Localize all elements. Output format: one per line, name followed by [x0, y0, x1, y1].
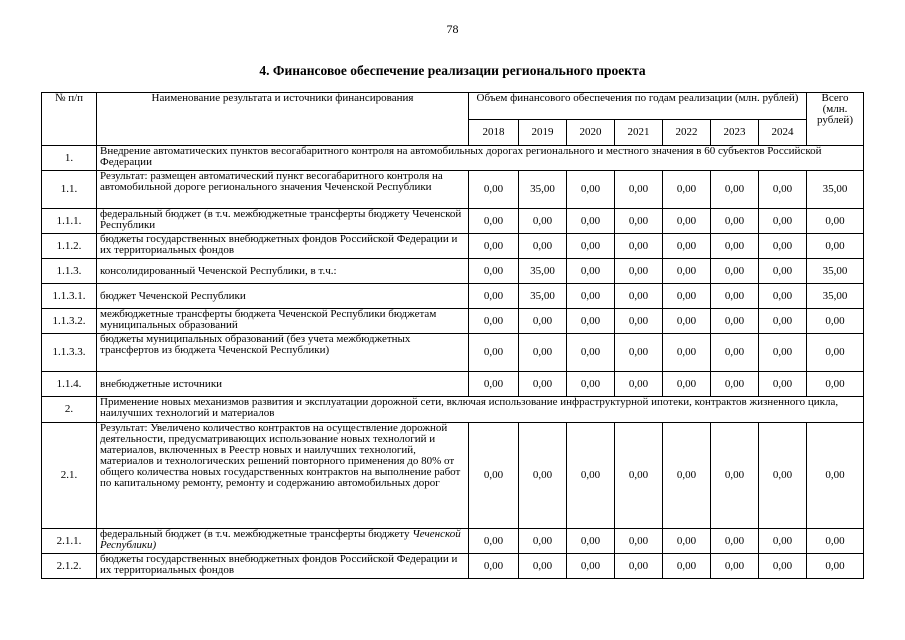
row-name: бюджет Чеченской Республики	[97, 284, 469, 309]
page-number: 78	[446, 22, 459, 36]
cell-value: 0,00	[759, 171, 807, 209]
cell-value: 0,00	[663, 334, 711, 372]
cell-value: 0,00	[711, 334, 759, 372]
row-name-text: федеральный бюджет (в т.ч. межбюджетные трансферты бюджету	[100, 528, 413, 540]
table-row	[42, 284, 864, 309]
cell-value: 0,00	[663, 209, 711, 234]
row-name: бюджеты муниципальных образований (без учета межбюджетных трансфертов из бюджета Чеченской Республики)	[97, 334, 469, 372]
cell-value: 0,00	[615, 259, 663, 284]
cell-value: 0,00	[469, 309, 519, 334]
row-num: 1.1.1.	[42, 209, 97, 234]
row-name: федеральный бюджет (в т.ч. межбюджетные трансферты бюджету Чеченской Республики	[97, 209, 469, 234]
row-name: Внедрение автоматических пунктов весогабаритного контроля на автомобильных дорогах регионального и местного значения в 60 субъектов Российской Федерации	[97, 146, 864, 171]
cell-value: 0,00	[469, 284, 519, 309]
header-total: Всего (млн. рублей)	[807, 93, 864, 146]
cell-value: 0,00	[567, 259, 615, 284]
table-row	[42, 334, 864, 372]
row-name	[97, 529, 469, 554]
cell-value: 0,00	[567, 209, 615, 234]
row-num: 1.	[42, 146, 97, 171]
header-year: 2019	[519, 120, 567, 146]
cell-total: 0,00	[807, 209, 864, 234]
table-row	[42, 554, 864, 579]
cell-value: 0,00	[469, 372, 519, 397]
row-num: 2.1.1.	[42, 529, 97, 554]
row-num: 2.1.2.	[42, 554, 97, 579]
cell-value: 0,00	[711, 372, 759, 397]
cell-value: 0,00	[519, 209, 567, 234]
financing-table	[41, 92, 864, 579]
header-name: Наименование результата и источники финансирования	[97, 93, 469, 146]
cell-value: 0,00	[759, 234, 807, 259]
table-row	[42, 309, 864, 334]
row-name: межбюджетные трансферты бюджета Чеченской Республики бюджетам муниципальных образований	[97, 309, 469, 334]
cell-value: 0,00	[663, 309, 711, 334]
cell-value: 0,00	[711, 259, 759, 284]
cell-value: 0,00	[615, 171, 663, 209]
cell-total: 0,00	[807, 423, 864, 529]
header-year: 2023	[711, 120, 759, 146]
cell-value: 35,00	[519, 259, 567, 284]
cell-value: 0,00	[711, 423, 759, 529]
cell-value: 0,00	[663, 284, 711, 309]
cell-value: 0,00	[759, 334, 807, 372]
cell-value: 0,00	[615, 372, 663, 397]
row-name: бюджеты государственных внебюджетных фондов Российской Федерации и их территориальных фондов	[97, 554, 469, 579]
cell-value: 0,00	[759, 309, 807, 334]
cell-total: 0,00	[807, 529, 864, 554]
table-row	[42, 529, 864, 554]
row-num: 1.1.3.3.	[42, 334, 97, 372]
cell-value: 0,00	[567, 529, 615, 554]
cell-value: 0,00	[711, 234, 759, 259]
cell-value: 0,00	[759, 259, 807, 284]
cell-value: 0,00	[469, 529, 519, 554]
row-num: 1.1.2.	[42, 234, 97, 259]
cell-value: 0,00	[711, 529, 759, 554]
cell-total: 35,00	[807, 259, 864, 284]
table-row	[42, 171, 864, 209]
table-row	[42, 423, 864, 529]
cell-value: 0,00	[567, 309, 615, 334]
cell-value: 0,00	[519, 309, 567, 334]
cell-value: 0,00	[711, 171, 759, 209]
row-name: бюджеты государственных внебюджетных фондов Российской Федерации и их территориальных фондов	[97, 234, 469, 259]
cell-value: 0,00	[663, 171, 711, 209]
row-num: 1.1.3.	[42, 259, 97, 284]
header-volume: Объем финансового обеспечения по годам реализации (млн. рублей)	[469, 93, 807, 120]
cell-value: 0,00	[711, 309, 759, 334]
header-year: 2021	[615, 120, 663, 146]
row-name-italic: Чеченской Республики)	[100, 528, 461, 551]
cell-value: 0,00	[469, 334, 519, 372]
header-year: 2020	[567, 120, 615, 146]
table-row	[42, 209, 864, 234]
cell-total: 35,00	[807, 171, 864, 209]
row-name: Применение новых механизмов развития и эксплуатации дорожной сети, включая использование инфраструктурной ипотеки, контрактов жизненного цикла, наилучших технологий и материалов	[97, 397, 864, 423]
table-row	[42, 397, 864, 423]
row-num: 1.1.	[42, 171, 97, 209]
row-name: Результат: Увеличено количество контрактов на осуществление дорожной деятельности, предусматривающих использование новых технологий и материалов, включенных в Реестр новых и наилучших технологий, материалов и технологических решений повторного применения до 80% от общего количества новых государственных контрактов на выполнение работ по капитальному ремонту, ремонту и содержанию автомобильных дорог	[97, 423, 469, 529]
cell-value: 0,00	[469, 209, 519, 234]
cell-value: 0,00	[469, 423, 519, 529]
header-num: № п/п	[42, 93, 97, 146]
cell-total: 0,00	[807, 334, 864, 372]
cell-value: 0,00	[469, 171, 519, 209]
table-row	[42, 372, 864, 397]
cell-total: 0,00	[807, 554, 864, 579]
cell-value: 0,00	[567, 284, 615, 309]
cell-value: 0,00	[663, 259, 711, 284]
cell-value: 0,00	[759, 554, 807, 579]
cell-value: 0,00	[663, 372, 711, 397]
cell-value: 0,00	[519, 529, 567, 554]
row-name: внебюджетные источники	[97, 372, 469, 397]
row-num: 1.1.4.	[42, 372, 97, 397]
cell-value: 0,00	[615, 209, 663, 234]
cell-value: 0,00	[759, 372, 807, 397]
cell-value: 0,00	[663, 554, 711, 579]
cell-value: 0,00	[519, 423, 567, 529]
cell-value: 0,00	[519, 372, 567, 397]
table-row	[42, 146, 864, 171]
cell-value: 0,00	[519, 234, 567, 259]
row-num: 1.1.3.1.	[42, 284, 97, 309]
row-num: 1.1.3.2.	[42, 309, 97, 334]
cell-value: 0,00	[469, 234, 519, 259]
cell-value: 0,00	[567, 171, 615, 209]
cell-value: 0,00	[567, 334, 615, 372]
cell-value: 0,00	[615, 309, 663, 334]
cell-value: 0,00	[759, 209, 807, 234]
row-num: 2.	[42, 397, 97, 423]
row-name: Результат: размещен автоматический пункт весогабаритного контроля на автомобильной дороге регионального значения Чеченской Республики	[97, 171, 469, 209]
cell-value: 0,00	[759, 529, 807, 554]
cell-value: 0,00	[711, 554, 759, 579]
cell-value: 0,00	[663, 529, 711, 554]
header-year: 2024	[759, 120, 807, 146]
row-num: 2.1.	[42, 423, 97, 529]
cell-value: 0,00	[663, 423, 711, 529]
cell-value: 35,00	[519, 284, 567, 309]
cell-value: 0,00	[567, 554, 615, 579]
table-row	[42, 259, 864, 284]
cell-value: 0,00	[567, 234, 615, 259]
cell-value: 0,00	[615, 423, 663, 529]
cell-value: 0,00	[615, 554, 663, 579]
cell-value: 0,00	[615, 234, 663, 259]
cell-total: 0,00	[807, 234, 864, 259]
row-name: консолидированный Чеченской Республики, в т.ч.:	[97, 259, 469, 284]
cell-value: 0,00	[663, 234, 711, 259]
cell-total: 0,00	[807, 372, 864, 397]
cell-value: 0,00	[469, 259, 519, 284]
cell-value: 0,00	[759, 284, 807, 309]
cell-value: 0,00	[711, 209, 759, 234]
cell-value: 0,00	[469, 554, 519, 579]
table-row	[42, 234, 864, 259]
cell-value: 0,00	[711, 284, 759, 309]
section-title: 4. Финансовое обеспечение реализации регионального проекта	[259, 63, 646, 78]
cell-value: 0,00	[519, 334, 567, 372]
cell-value: 0,00	[615, 334, 663, 372]
cell-value: 35,00	[519, 171, 567, 209]
cell-value: 0,00	[615, 529, 663, 554]
cell-value: 0,00	[519, 554, 567, 579]
header-year: 2022	[663, 120, 711, 146]
cell-value: 0,00	[615, 284, 663, 309]
cell-value: 0,00	[567, 372, 615, 397]
cell-value: 0,00	[567, 423, 615, 529]
cell-value: 0,00	[759, 423, 807, 529]
cell-total: 35,00	[807, 284, 864, 309]
header-year: 2018	[469, 120, 519, 146]
cell-total: 0,00	[807, 309, 864, 334]
